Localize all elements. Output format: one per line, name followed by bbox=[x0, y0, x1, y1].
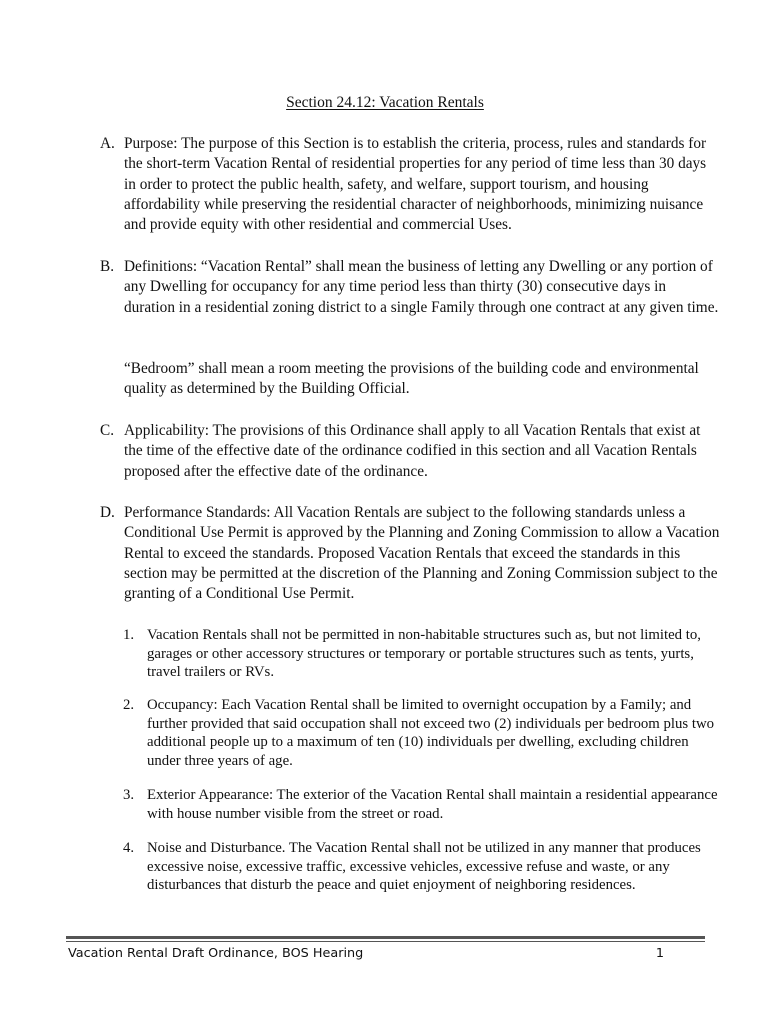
section-c-label: C. bbox=[100, 422, 115, 439]
section-c bbox=[100, 421, 720, 482]
list-item-number: 1. bbox=[123, 627, 135, 643]
footer-divider-thin bbox=[66, 941, 705, 942]
section-a-text: Purpose: The purpose of this Section is to establish the criteria, process, rules and standards for the short-term Vacation Rental of residential properties for any period of time less than 30 days in order to protect the public health, safety, and welfare, support tourism, and housing affordability while preserving the residential character of neighborhoods, minimizing nuisance and provide equity with other residential and commercial Uses. bbox=[124, 135, 707, 234]
list-item-number: 3. bbox=[123, 787, 135, 803]
section-d bbox=[100, 503, 720, 604]
section-d-label: D. bbox=[100, 504, 115, 521]
section-title: Section 24.12: Vacation Rentals bbox=[286, 94, 484, 111]
list-item-1 bbox=[123, 626, 723, 682]
section-b-label: B. bbox=[100, 258, 115, 275]
list-item-4 bbox=[123, 839, 723, 895]
section-b-text: Definitions: “Vacation Rental” shall mean the business of letting any Dwelling or any portion of any Dwelling for occupancy for any time period less than thirty (30) consecutive days in duration in a residential zoning district to a single Family through one contract at any given time. bbox=[124, 258, 719, 316]
list-item-number: 2. bbox=[123, 697, 135, 713]
list-item-text: Occupancy: Each Vacation Rental shall be limited to overnight occupation by a Family; and further provided that said occupation shall not exceed two (2) individuals per bedroom plus two additional people up to a maximum of ten (10) individuals per dwelling, excluding children under three years of age. bbox=[147, 697, 715, 769]
list-item-text: Noise and Disturbance. The Vacation Rental shall not be utilized in any manner that produces excessive noise, excessive traffic, excessive vehicles, excessive refuse and waste, or any disturbances that disturb the peace and quiet enjoyment of neighboring residences. bbox=[147, 840, 701, 893]
list-item-text: Vacation Rentals shall not be permitted in non-habitable structures such as, but not limited to, garages or other accessory structures or temporary or portable structures such as tents, yurts, travel trailers or RVs. bbox=[147, 627, 701, 680]
list-item-3 bbox=[123, 786, 723, 823]
section-a-label: A. bbox=[100, 135, 115, 152]
footer-divider bbox=[66, 936, 705, 939]
list-item-number: 4. bbox=[123, 840, 135, 856]
list-item-text: Exterior Appearance: The exterior of the Vacation Rental shall maintain a residential appearance with house number visible from the street or road. bbox=[147, 787, 718, 822]
list-item-2 bbox=[123, 696, 723, 770]
bedroom-definition: “Bedroom” shall mean a room meeting the provisions of the building code and environmental quality as determined by the Building Official. bbox=[124, 360, 699, 398]
section-a bbox=[100, 134, 720, 235]
section-c-text: Applicability: The provisions of this Ordinance shall apply to all Vacation Rentals that exist at the time of the effective date of the ordinance codified in this section and all Vacation Rentals proposed after the effective date of the ordinance. bbox=[124, 422, 701, 480]
page-number: 1 bbox=[655, 946, 664, 961]
footer-title: Vacation Rental Draft Ordinance, BOS Hearing bbox=[68, 946, 364, 961]
section-d-text: Performance Standards: All Vacation Rentals are subject to the following standards unless a Conditional Use Permit is approved by the Planning and Zoning Commission to allow a Vacation Rental to exceed the standards. Proposed Vacation Rentals that exceed the standards in this section may be permitted at the discretion of the Planning and Zoning Commission subject to the granting of a Conditional Use Permit. bbox=[124, 504, 720, 603]
section-b bbox=[100, 257, 720, 318]
